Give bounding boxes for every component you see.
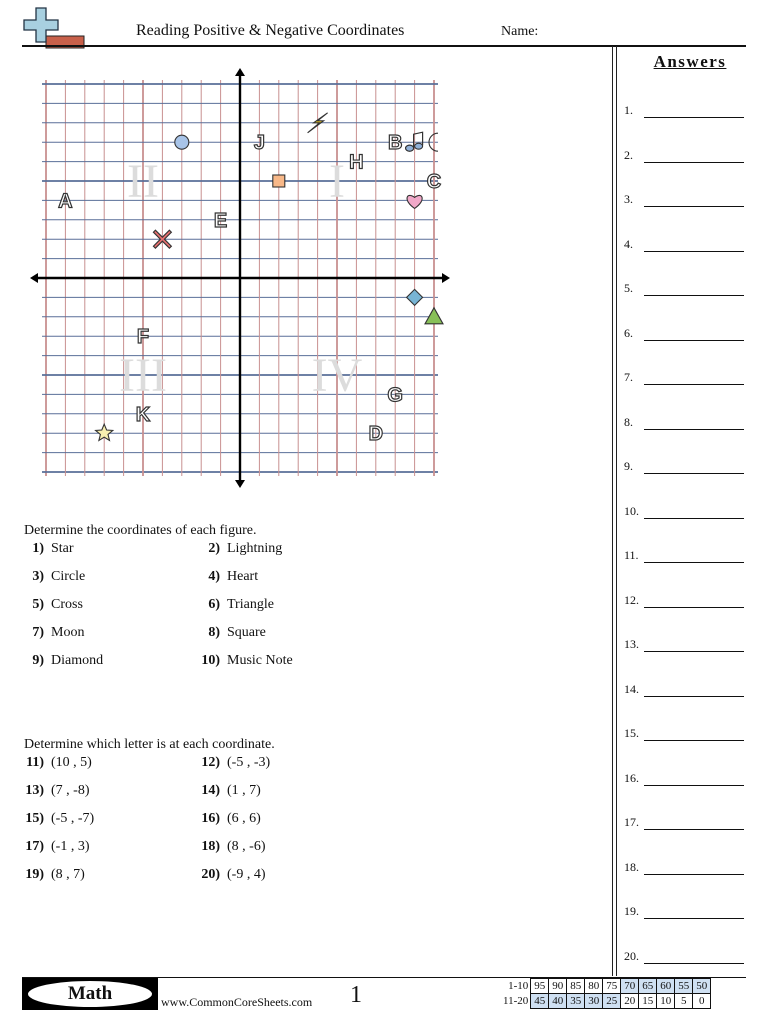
answer-number: 18. <box>624 859 639 874</box>
answer-number: 1. <box>624 103 633 117</box>
question-number: 17) <box>25 839 44 854</box>
answer-row <box>624 459 744 479</box>
website-link[interactable]: www.CommonCoreSheets.com <box>161 995 313 1009</box>
question-item <box>22 541 74 557</box>
answer-row <box>624 860 744 880</box>
answer-row <box>624 815 744 835</box>
question-number: 1) <box>32 541 44 556</box>
question-item <box>22 783 90 799</box>
score-cell: 45 <box>531 994 549 1009</box>
question-item <box>198 541 282 557</box>
question-number: 14) <box>201 783 220 798</box>
answer-row <box>624 949 744 969</box>
quadrant-label: III <box>119 349 167 402</box>
answer-field[interactable] <box>644 607 744 608</box>
answer-number: 11. <box>624 548 639 562</box>
question-item <box>22 653 103 669</box>
answer-field[interactable] <box>644 740 744 741</box>
diamond-figure <box>407 289 423 305</box>
score-cell: 10 <box>657 994 675 1009</box>
answer-column-divider-inner <box>616 46 617 976</box>
point-label: E <box>213 209 228 232</box>
question-text: (-5 , -7) <box>51 811 95 826</box>
question-number: 4) <box>208 569 220 584</box>
question-number: 10) <box>201 653 220 668</box>
triangle-figure <box>425 308 443 324</box>
answer-number: 16. <box>624 770 639 785</box>
answer-row <box>624 415 744 435</box>
score-cell: 5 <box>675 994 693 1009</box>
point-label: K <box>135 403 151 426</box>
answer-row <box>624 637 744 657</box>
page-number: 1 <box>350 982 362 1008</box>
question-item <box>198 653 293 669</box>
circle-figure <box>175 135 189 149</box>
answer-number: 8. <box>624 414 633 429</box>
point-label: G <box>387 384 403 407</box>
page-title: Reading Positive & Negative Coordinates <box>136 22 405 39</box>
score-row <box>500 979 711 994</box>
answer-row <box>624 103 744 123</box>
y-axis-arrow-down <box>235 480 245 488</box>
question-number: 5) <box>32 597 44 612</box>
question-number: 7) <box>32 625 44 640</box>
answer-row <box>624 148 744 168</box>
point-label: J <box>253 132 265 155</box>
question-item <box>198 783 261 799</box>
question-number: 19) <box>25 867 44 882</box>
answer-number: 7. <box>624 370 633 384</box>
question-item <box>198 597 274 613</box>
question-text: Music Note <box>227 653 293 668</box>
answer-row <box>624 726 744 746</box>
score-cell: 55 <box>675 979 693 994</box>
question-item <box>22 597 83 613</box>
score-cell: 15 <box>639 994 657 1009</box>
question-number: 15) <box>25 811 44 826</box>
answer-row <box>624 593 744 613</box>
question-item <box>198 569 258 585</box>
answer-number: 19. <box>624 904 639 918</box>
score-cell: 70 <box>621 979 639 994</box>
quadrant-label: IV <box>311 349 363 402</box>
point-label: F <box>136 326 150 349</box>
score-cell: 0 <box>693 994 711 1009</box>
score-cell: 40 <box>549 994 567 1009</box>
point-label: A <box>58 190 73 213</box>
answer-number: 17. <box>624 815 639 829</box>
question-item <box>198 625 266 641</box>
coordinate-grid <box>30 62 450 496</box>
question-number: 11) <box>26 755 44 770</box>
x-axis-arrow-right <box>442 273 450 283</box>
answer-field[interactable] <box>644 295 744 296</box>
quadrant-label: I <box>329 155 345 208</box>
score-cell: 35 <box>567 994 585 1009</box>
question-item <box>22 811 94 827</box>
answer-field[interactable] <box>644 963 744 964</box>
question-text: Lightning <box>227 541 283 556</box>
answer-field[interactable] <box>644 473 744 474</box>
question-text: Heart <box>227 569 259 584</box>
question-number: 18) <box>201 839 220 854</box>
answer-number: 9. <box>624 459 633 473</box>
score-cell: 85 <box>567 979 585 994</box>
score-cell: 25 <box>603 994 621 1009</box>
question-item <box>22 569 85 585</box>
question-text: (1 , 7) <box>227 783 261 798</box>
heart-figure <box>407 195 422 208</box>
score-cell: 30 <box>585 994 603 1009</box>
question-number: 6) <box>208 597 220 612</box>
answer-number: 10. <box>624 503 639 518</box>
answer-row <box>624 281 744 301</box>
answer-column-divider <box>612 46 613 976</box>
score-row <box>500 994 711 1009</box>
answer-row <box>624 904 744 924</box>
answer-field[interactable] <box>644 429 744 430</box>
math-plus-logo <box>22 6 88 50</box>
question-text: (10 , 5) <box>51 755 92 770</box>
question-number: 9) <box>32 653 44 668</box>
answer-row <box>624 237 744 257</box>
music-note-head <box>406 145 414 151</box>
answer-field[interactable] <box>644 340 744 341</box>
question-item <box>22 839 90 855</box>
question-text: (6 , 6) <box>227 811 261 826</box>
answer-field[interactable] <box>644 874 744 875</box>
name-label: Name: <box>501 24 539 39</box>
question-text: (-9 , 4) <box>227 867 266 882</box>
point-label: C <box>426 171 442 193</box>
question-item <box>198 867 266 883</box>
section1-instruction: Determine the coordinates of each figure. <box>24 523 257 538</box>
question-text: Square <box>227 625 266 640</box>
answer-field[interactable] <box>644 918 744 919</box>
answer-row <box>624 548 744 568</box>
header-divider <box>22 45 746 47</box>
question-text: Star <box>51 541 74 556</box>
score-cell: 75 <box>603 979 621 994</box>
question-item <box>22 755 92 771</box>
question-text: (8 , -6) <box>227 839 266 854</box>
question-item <box>198 811 261 827</box>
answer-field[interactable] <box>644 562 744 563</box>
answer-number: 4. <box>624 236 633 251</box>
answer-row <box>624 682 744 702</box>
answer-field[interactable] <box>644 162 744 163</box>
answer-field[interactable] <box>644 518 744 519</box>
point-label: D <box>368 423 384 446</box>
answer-row <box>624 504 744 524</box>
question-item <box>198 755 270 771</box>
question-number: 3) <box>32 569 44 584</box>
answers-title: Answers <box>653 52 727 71</box>
answer-number: 15. <box>624 726 639 740</box>
question-item <box>22 625 84 641</box>
point-label: B <box>387 132 403 155</box>
question-text: (-5 , -3) <box>227 755 271 770</box>
answer-field[interactable] <box>644 785 744 786</box>
score-cell: 80 <box>585 979 603 994</box>
score-cell: 90 <box>549 979 567 994</box>
score-row-label: 11-20 <box>503 995 529 1007</box>
math-badge-label: Math <box>28 981 152 1007</box>
point-label: H <box>349 151 364 174</box>
score-table <box>500 978 711 1009</box>
question-text: Circle <box>51 569 86 584</box>
question-number: 12) <box>201 755 220 770</box>
score-cell: 60 <box>657 979 675 994</box>
score-row-label: 1-10 <box>508 980 529 992</box>
answer-number: 20. <box>624 948 639 963</box>
question-number: 2) <box>208 541 220 556</box>
question-text: (8 , 7) <box>51 867 85 882</box>
question-number: 13) <box>25 783 44 798</box>
music-note-head <box>415 143 423 149</box>
answer-row <box>624 370 744 390</box>
score-cell: 65 <box>639 979 657 994</box>
answer-number: 3. <box>624 192 633 206</box>
question-text: (7 , -8) <box>51 783 90 798</box>
answer-field[interactable] <box>644 696 744 697</box>
score-cell: 50 <box>693 979 711 994</box>
question-number: 8) <box>208 625 220 640</box>
score-cell: 20 <box>621 994 639 1009</box>
question-item <box>22 867 85 883</box>
answer-field[interactable] <box>644 206 744 207</box>
y-axis-arrow-up <box>235 68 245 76</box>
question-item <box>198 839 266 855</box>
answer-number: 6. <box>624 325 633 340</box>
answer-row <box>624 326 744 346</box>
math-badge <box>22 978 158 1010</box>
answer-number: 14. <box>624 681 639 696</box>
answer-field[interactable] <box>644 117 744 118</box>
question-text: Triangle <box>227 597 274 612</box>
question-text: Cross <box>51 597 83 612</box>
answer-field[interactable] <box>644 829 744 830</box>
answer-field[interactable] <box>644 384 744 385</box>
question-number: 20) <box>201 867 220 882</box>
quadrant-label: II <box>127 155 159 208</box>
question-text: (-1 , 3) <box>51 839 90 854</box>
question-text: Diamond <box>51 653 104 668</box>
answer-number: 12. <box>624 592 639 607</box>
question-number: 16) <box>201 811 220 826</box>
answer-field[interactable] <box>644 251 744 252</box>
answer-number: 13. <box>624 637 639 651</box>
answer-number: 2. <box>624 147 633 162</box>
answer-number: 5. <box>624 281 633 295</box>
x-axis-arrow-left <box>30 273 38 283</box>
section2-instruction: Determine which letter is at each coordinate. <box>24 737 275 752</box>
score-cell: 95 <box>531 979 549 994</box>
answer-row <box>624 771 744 791</box>
answer-field[interactable] <box>644 651 744 652</box>
answer-row <box>624 192 744 212</box>
question-text: Moon <box>51 625 85 640</box>
square-figure <box>273 175 285 187</box>
